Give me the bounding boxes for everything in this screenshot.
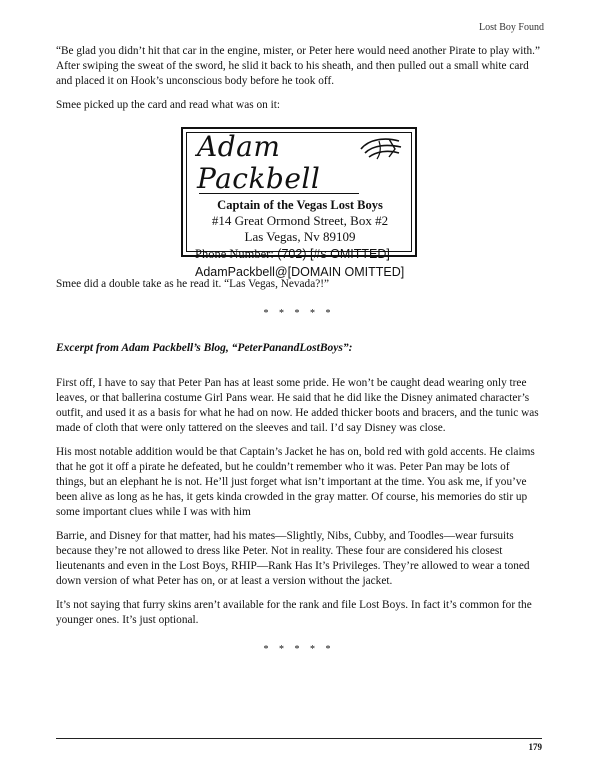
card-name [191,131,409,195]
paragraph: Smee did a double take as he read it. “Las Vegas, Nevada?!” [56,278,330,290]
card-address-line-1: #14 Great Ormond Street, Box #2 [211,213,389,228]
card-title: Captain of the Vegas Lost Boys [217,198,383,212]
section-separator: * * * * * [263,308,335,319]
paragraph: First off, I have to say that Peter Pan has at least some pride. He won’t be caught dead wearing only tree leaves, or that ballerina costume Girl Pans wear. He said that he did like the Disney animated character’s outfit, and used it as a basis for what he had on now. He added thicker boots and bracers, and the tunic was made of cloth that were only tattered on the sleeves and tail. I’d say Disney was close. [56,377,539,434]
excerpt-title: Excerpt from Adam Packbell’s Blog, “PeterPanandLostBoys”: [56,342,353,354]
business-card [181,127,417,279]
footer-rule [56,738,542,739]
business-card-wrapper [56,127,542,279]
paragraph: It’s not saying that furry skins aren’t available for the rank and file Lost Boys. In fact it’s common for the younger ones. It’s just optional. [56,599,532,626]
section-separator: * * * * * [263,644,335,655]
paragraph: His most notable addition would be that Captain’s Jacket he has on, bold red with gold accents. He claims that he got it off a pirate he defeated, but he couldn’t remember who it was. Peter Pan may be lots of things, but an elephant he is not. He’ll just forget what isn’t important at the time. You ask me, if you’ve been alive as long as he has, it gets kinda crowded in the gray matter. Of course, his memories do stir up some important clues while I was with him [56,446,535,518]
paragraph: “Be glad you didn’t hit that car in the engine, mister, or Peter here would need another Pirate to play with.” After swiping the sweat of the sword, he slid it back to his sheath, and then pulled out a small white card and placed it on Hook’s unconscious body before he took off. [56,45,541,87]
hook-feather-icon [359,135,403,161]
page-number: 179 [528,742,542,752]
name-underline [199,193,359,194]
paragraph: Smee picked up the card and read what was on it: [56,99,280,111]
card-phone [191,245,409,263]
page-content [56,44,542,677]
card-address-line-2: Las Vegas, Nv 89109 [244,229,356,244]
card-email: AdamPackbell@[DOMAIN OMITTED] [195,265,405,279]
running-head: Lost Boy Found [478,22,544,33]
phone-value: (702) [#s OMITTED] [277,247,390,261]
card-name-text: Adam Packbell [197,130,321,195]
paragraph: Barrie, and Disney for that matter, had his mates—Slightly, Nibs, Cubby, and Toodles—wear fursuits because they’re not allowed to dress like Peter. Not in reality. These four are considered his closest lieutenants and even in the Lost Boys, RHIP—Rank Has It’s Privileges. They’re allowed to wear a toned down version of what Peter has on, or at least a version without the jacket. [56,530,530,587]
phone-label: Phone Number: [195,247,274,261]
